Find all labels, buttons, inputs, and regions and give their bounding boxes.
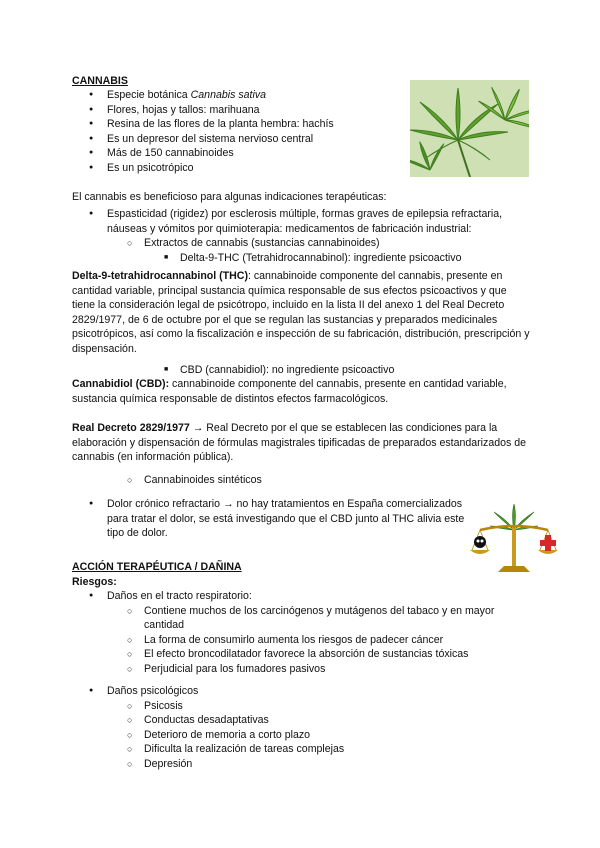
list-item: ○ Conductas desadaptativas <box>72 713 532 728</box>
thc-definition: Delta-9-tetrahidrocannabinol (THC): cannabinoide componente del cannabis, presente en cantidad variable, principal sustancia química responsable de sus efectos psicoactivos y que tiene la consideración legal de psicótropo, incluido en la lista II del anexo 1 del Real Decreto 2829/1977, de 6 de octubre por el que se regulan las sustancias y preparados medicinales psicotrópicos, así como la fiscalización e inspección de su fabricación, distribución, prescripción y dispensación. <box>72 270 530 355</box>
list-item: ● Daños en el tracto respiratorio: <box>72 589 532 604</box>
therapeutic-list <box>72 207 532 265</box>
list-item: ● Más de 150 cannabinoides <box>72 146 412 161</box>
list-item: ○ Perjudicial para los fumadores pasivos <box>72 662 532 677</box>
list-item: ○ Cannabinoides sintéticos <box>72 473 532 488</box>
therapeutic-intro: El cannabis es beneficioso para algunas indicaciones terapéuticas: <box>72 191 387 203</box>
synthetic-list <box>72 473 532 488</box>
list-item: ● Dolor crónico refractario → no hay tratamientos en España comercializados para tratar el dolor, se está investigando que el CBD junto al THC alivia este tipo de dolor. <box>72 497 472 541</box>
list-item: ○ Dificulta la realización de tareas complejas <box>72 742 532 757</box>
balance-scale-icon <box>468 500 560 576</box>
list-item: ● Flores, hojas y tallos: marihuana <box>72 103 412 118</box>
list-item: ● Es un depresor del sistema nervioso central <box>72 132 412 147</box>
list-item: ● Especie botánica Cannabis sativa <box>72 88 412 103</box>
cbd-list <box>72 363 532 378</box>
list-item: ○ Contiene muchos de los carcinógenos y mutágenos del tabaco y en mayor cantidad <box>72 604 532 633</box>
list-item: ○ Psicosis <box>72 699 532 714</box>
list-item: ■ Delta-9-THC (Tetrahidrocannabinol): ingrediente psicoactivo <box>72 251 532 266</box>
cannabis-leaf-photo <box>410 80 529 177</box>
list-item: ● Daños psicológicos <box>72 684 532 699</box>
list-item: ○ Deterioro de memoria a corto plazo <box>72 728 532 743</box>
real-decreto-term: Real Decreto 2829/1977 → <box>72 422 204 434</box>
pain-list <box>72 497 472 541</box>
list-item: ■ CBD (cannabidiol): no ingrediente psicoactivo <box>72 363 532 378</box>
real-decreto-definition: Real Decreto 2829/1977 → Real Decreto por el que se establecen las condiciones para la elaboración y dispensación de fórmulas magistrales tipificadas de preparados estandarizados de cannabis (en información pública). <box>72 422 527 464</box>
list-item: ● Es un psicotrópico <box>72 161 412 176</box>
cannabis-bullet-list <box>72 88 412 176</box>
list-item: ○ La forma de consumirlo aumenta los riesgos de padecer cáncer <box>72 633 532 648</box>
section-title-accion: ACCIÓN TERAPÉUTICA / DAÑINA <box>72 561 242 573</box>
list-item: ● Resina de las flores de la planta hembra: hachís <box>72 117 412 132</box>
section-title-cannabis: CANNABIS <box>72 75 128 87</box>
riesgos-heading: Riesgos: <box>72 576 117 588</box>
cbd-term: Cannabidiol (CBD): <box>72 378 170 390</box>
cbd-definition: Cannabidiol (CBD): cannabinoide componente del cannabis, presente en cantidad variable, sustancia química responsable de distintos efectos farmacológicos. <box>72 378 507 405</box>
riesgos-respiratorio-list <box>72 589 532 677</box>
list-item: ● Espasticidad (rigidez) por esclerosis múltiple, formas graves de epilepsia refractaria, náuseas y vómitos por quimioterapia: medicamentos de fabricación industrial: <box>72 207 532 236</box>
list-item: ○ Depresión <box>72 757 532 772</box>
list-item: ○ Extractos de cannabis (sustancias cannabinoides) <box>72 236 532 251</box>
riesgos-psicologicos-list <box>72 684 532 772</box>
thc-term: Delta-9-tetrahidrocannabinol (THC) <box>72 270 248 282</box>
list-item: ○ El efecto broncodilatador favorece la absorción de sustancias tóxicas <box>72 647 532 662</box>
